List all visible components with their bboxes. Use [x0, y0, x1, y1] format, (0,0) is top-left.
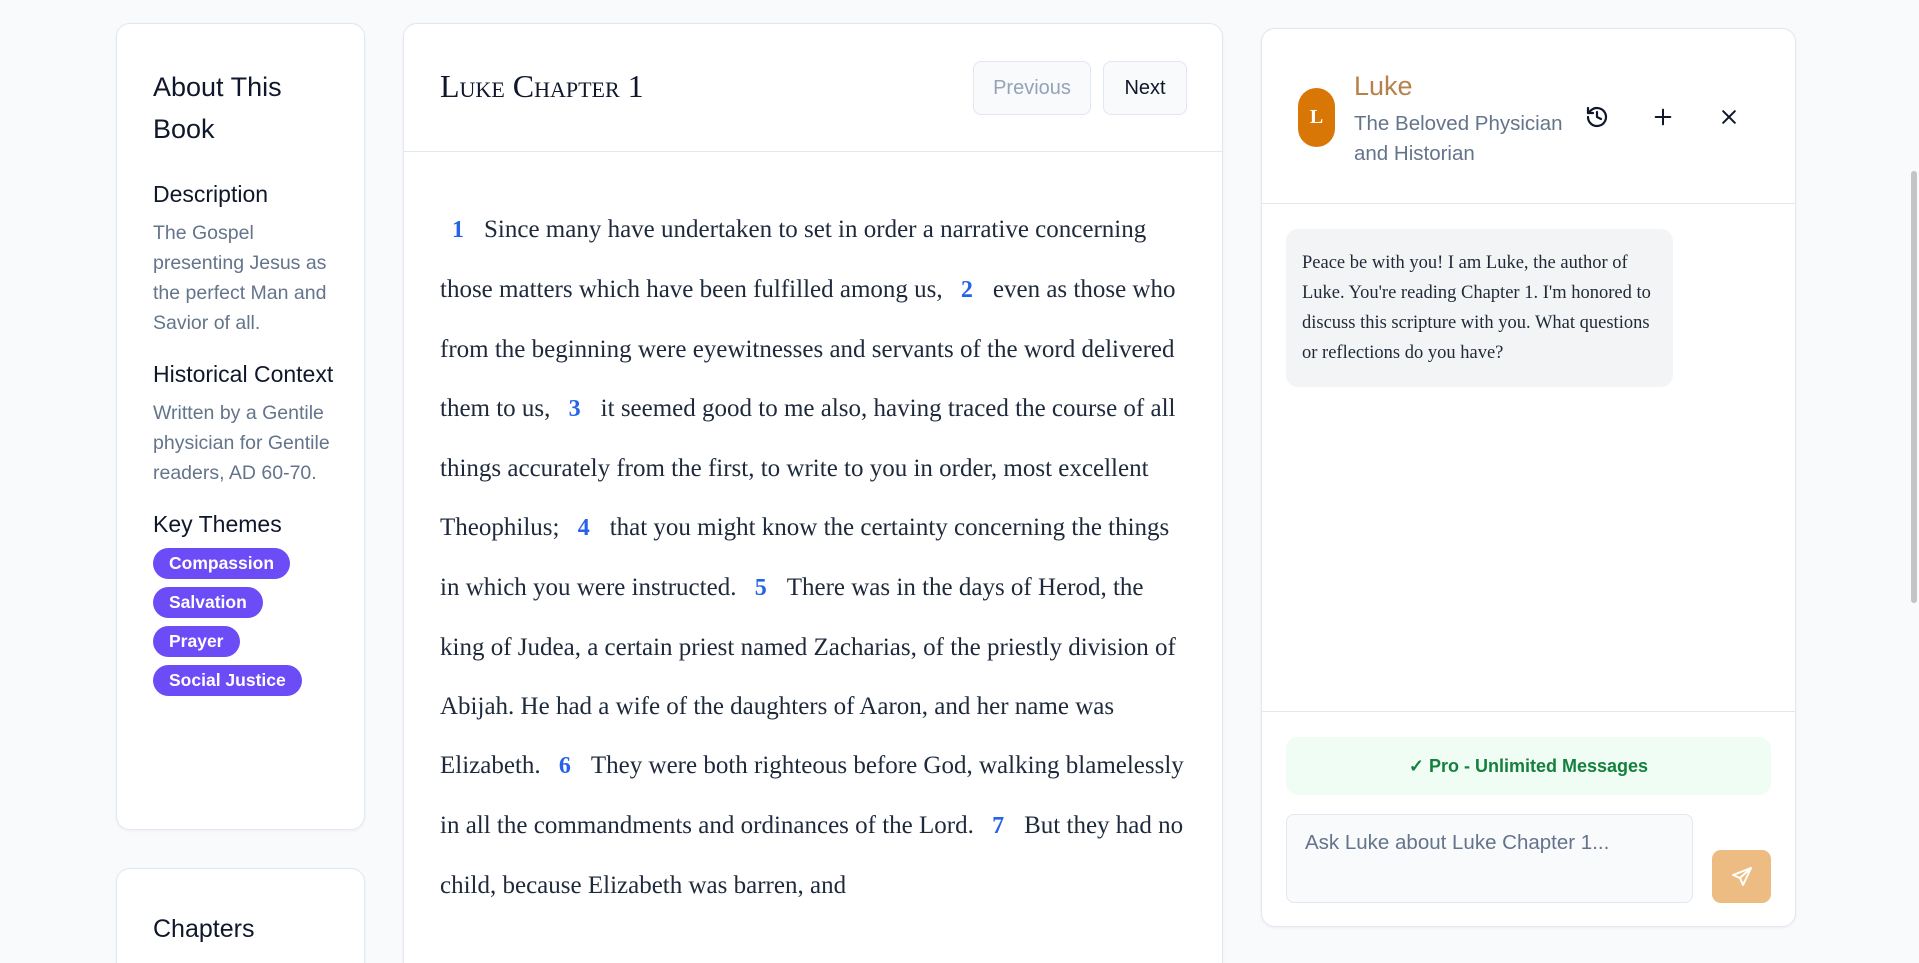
verse-number[interactable]: 1	[452, 217, 464, 243]
assistant-message: Peace be with you! I am Luke, the author of Luke. You're reading Chapter 1. I'm honored to discuss this scripture with you. What questions or reflections do you have?	[1286, 229, 1673, 387]
theme-tag: Salvation	[153, 587, 263, 618]
verse-number[interactable]: 5	[754, 575, 767, 601]
context-text: Written by a Gentile physician for Gentile readers, AD 60-70.	[153, 402, 330, 484]
theme-tag: Social Justice	[153, 665, 302, 696]
verse	[440, 574, 1176, 779]
send-icon	[1730, 865, 1754, 889]
character-subtitle: The Beloved Physician and Historian	[1354, 112, 1563, 165]
next-button[interactable]: Next	[1103, 61, 1187, 115]
avatar: L	[1298, 88, 1335, 147]
previous-button[interactable]: Previous	[973, 61, 1091, 115]
description-text: The Gospel presenting Jesus as the perfect Man and Savior of all.	[153, 222, 327, 334]
chapters-card	[116, 868, 365, 963]
description-heading: Description	[153, 181, 269, 207]
verse-number[interactable]: 2	[960, 277, 973, 303]
verse-content: But they had no child, because Elizabeth was barren, and	[440, 812, 1184, 899]
chat-header	[1262, 29, 1795, 204]
verse-number[interactable]: 4	[577, 515, 590, 541]
close-icon[interactable]	[1714, 102, 1744, 132]
verse-content: even as those who from the beginning were eyewitnesses and servants of the word delivered them to us,	[440, 276, 1176, 422]
about-title: About This Book	[153, 72, 282, 144]
send-button[interactable]	[1712, 850, 1771, 903]
verse-content: Since many have undertaken to set in order a narrative concerning those matters which have been fulfilled among us,	[440, 216, 1147, 303]
chat-input[interactable]	[1286, 814, 1693, 903]
character-name: Luke	[1354, 71, 1413, 101]
history-icon[interactable]	[1582, 102, 1612, 132]
chapters-title: Chapters	[153, 915, 255, 943]
reader-header	[404, 24, 1222, 152]
reader-panel	[403, 23, 1223, 963]
chapter-title: Luke Chapter 1	[440, 68, 644, 104]
verse-number[interactable]: 7	[992, 813, 1005, 839]
theme-tag: Prayer	[153, 626, 240, 657]
verse-number[interactable]: 3	[568, 396, 581, 422]
plan-badge: ✓ Pro - Unlimited Messages	[1286, 737, 1771, 795]
new-chat-icon[interactable]	[1648, 102, 1678, 132]
verse-content: There was in the days of Herod, the king of Judea, a certain priest named Zacharias, of the priestly division of Abijah. He had a wife of the daughters of Aaron, and her name was Elizabeth.	[440, 574, 1176, 779]
about-book-card	[116, 23, 365, 830]
verse-content: it seemed good to me also, having traced the course of all things accurately from the first, to write to you in order, most excellent Theophilus;	[440, 395, 1176, 541]
page-scrollbar[interactable]	[1911, 171, 1917, 603]
theme-tag: Compassion	[153, 548, 290, 579]
verse-number[interactable]: 6	[558, 753, 571, 779]
verse-content: that you might know the certainty concerning the things in which you were instructed.	[440, 514, 1170, 601]
themes-list	[153, 548, 334, 696]
verse-text	[404, 152, 1222, 915]
chat-footer-divider	[1262, 711, 1795, 712]
chat-panel	[1261, 28, 1796, 927]
context-heading: Historical Context	[153, 361, 334, 387]
verse-content: They were both righteous before God, walking blamelessly in all the commandments and ordinances of the Lord.	[440, 752, 1184, 839]
themes-heading: Key Themes	[153, 511, 282, 537]
